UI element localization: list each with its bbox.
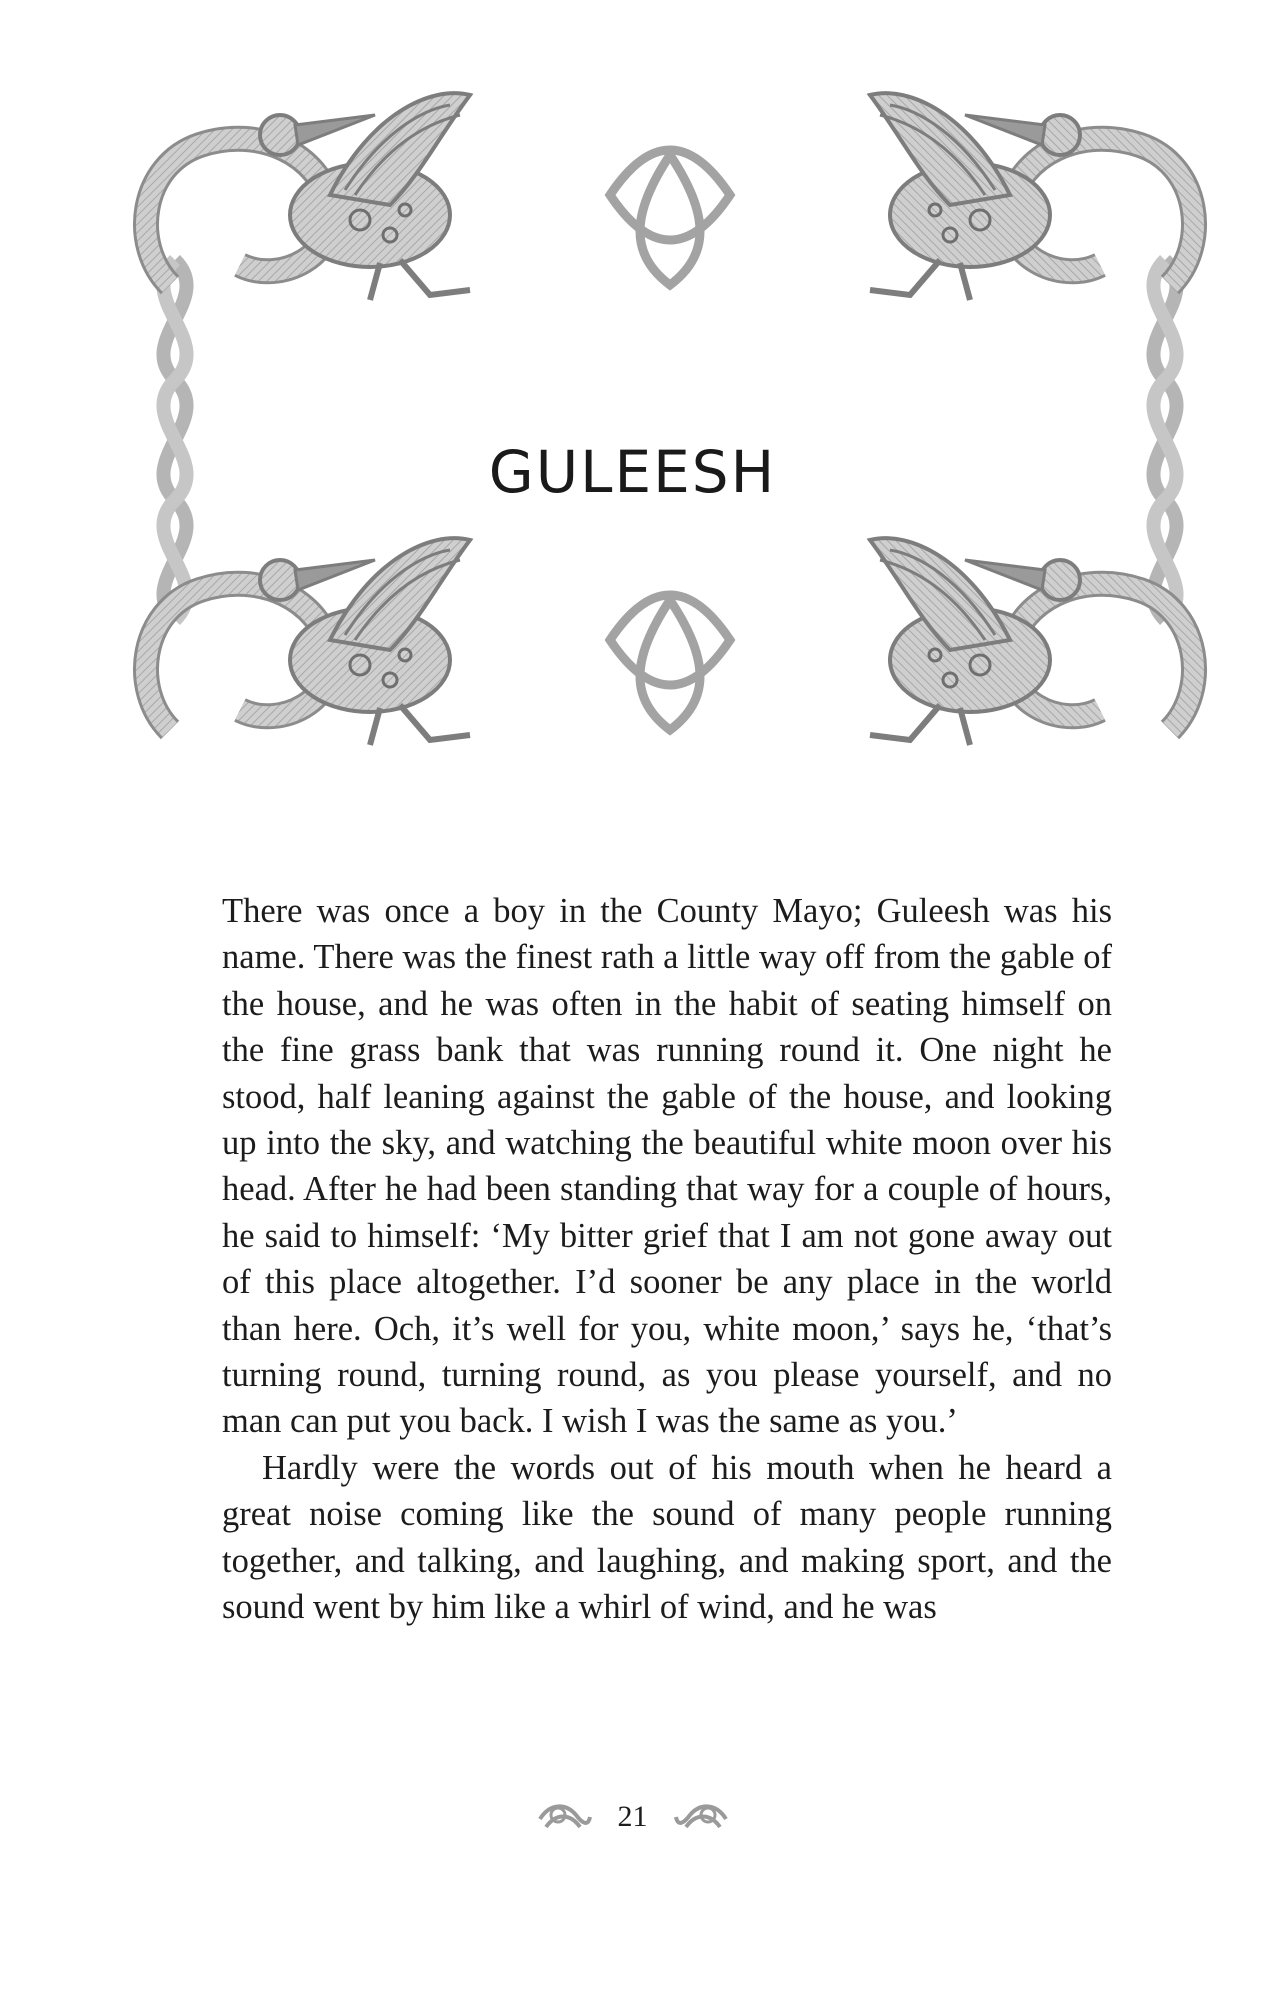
celtic-knot-icon bbox=[536, 1797, 592, 1837]
page-number: 21 bbox=[617, 1800, 648, 1833]
chapter-title: GULEESH bbox=[488, 438, 777, 506]
celtic-knot-icon bbox=[674, 1797, 730, 1837]
paragraph: Hardly were the words out of his mouth when he heard a great noise coming like the sound of many people running together, and talking, and laughing, and making sport, and the sound went by him like a whirl of wind, and he was bbox=[222, 1448, 1112, 1627]
page-footer bbox=[0, 1792, 1265, 1842]
story-text bbox=[222, 888, 1112, 1631]
paragraph: There was once a boy in the County Mayo; Guleesh was his name. There was the finest rath a little way off from the gable of the house, and he was often in the habit of seating himself on the fine grass bank that was running round it. One night he stood, half leaning against the gable of the house, and looking up into the sky, and watching the beautiful white moon over his head. After he had been standing that way for a couple of hours, he said to himself: ‘My bitter grief that I am not gone away out of this place altogether. I’d sooner be any place in the world than here. Och, it’s well for you, white moon,’ says he, ‘that’s turning round, turning round, as you please yourself, and no man can put you back. I wish I was the same as you.’ bbox=[222, 892, 1112, 1441]
